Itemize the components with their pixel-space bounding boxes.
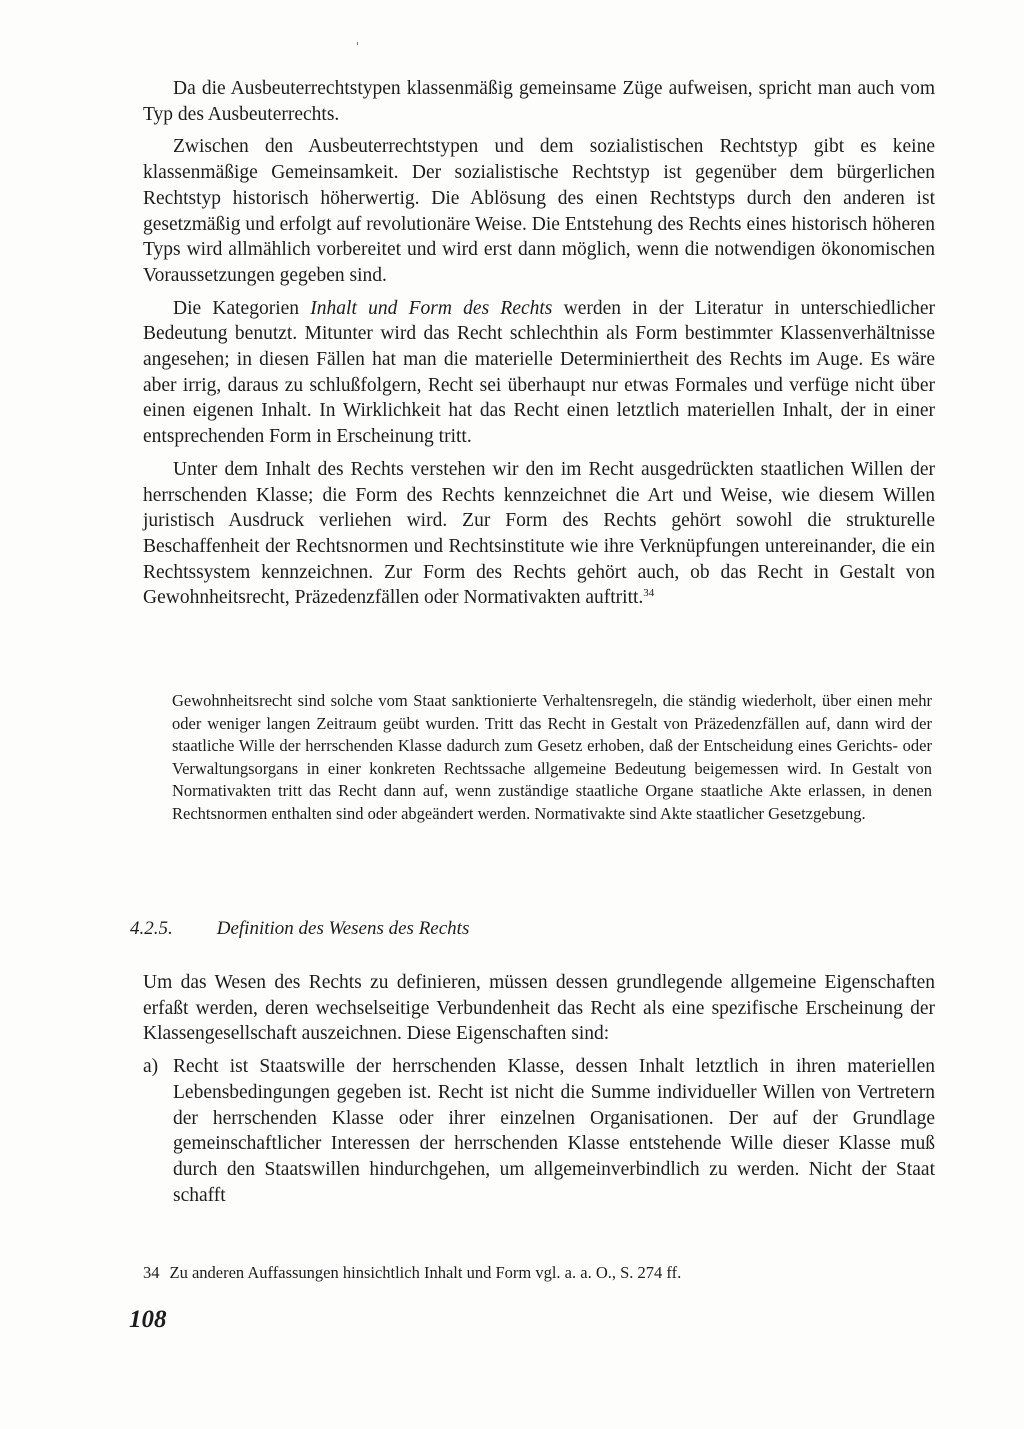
footnote-number: 34 xyxy=(143,1263,160,1282)
list-item-a xyxy=(143,1054,935,1208)
main-text xyxy=(143,76,935,618)
paragraph-1: Da die Ausbeuterrechtstypen klassenmäßig gemeinsame Züge aufweisen, spricht man auch vom Typ des Ausbeuterrechts. xyxy=(143,78,935,125)
section-heading xyxy=(130,918,469,940)
footnote-text: Zu anderen Auffassungen hinsichtlich Inhalt und Form vgl. a. a. O., S. 274 ff. xyxy=(169,1263,682,1282)
section-intro: Um das Wesen des Rechts zu definieren, müssen dessen grundlegende allgemeine Eigenschaften erfaßt werden, deren wechselseitige Verbundenheit das Recht als eine spezifische Erscheinung der Klassengesellschaft auszeichnen. Diese Eigenschaften sind: xyxy=(143,972,935,1045)
footnote-reference: 34 xyxy=(643,587,655,600)
paragraph-3-start: Die Kategorien xyxy=(173,297,311,319)
small-print-block xyxy=(172,690,932,825)
paragraph-4 xyxy=(143,457,935,611)
scan-mark xyxy=(357,42,358,45)
footnote xyxy=(143,1262,681,1284)
page-number: 108 xyxy=(129,1306,167,1333)
section-number: 4.2.5. xyxy=(130,918,173,939)
paragraph-2: Zwischen den Ausbeuterrechtstypen und dem sozialistischen Rechtstyp gibt es keine klassenmäßige Gemeinsamkeit. Der sozialistische Rechtstyp ist gegenüber dem bürgerlichen Rechtstyp historisch höherwertig. Die Ablösung des einen Rechtstyps durch den anderen ist gesetzmäßig und erfolgt auf revolutionäre Weise. Die Entstehung des Rechts eines historisch höheren Typs wird allmählich vorbereitet und wird erst dann möglich, wenn die notwendigen ökonomischen Voraussetzungen gegeben sind. xyxy=(143,136,935,286)
list-text-a: Recht ist Staatswille der herrschenden Klasse, dessen Inhalt letztlich in ihren materiellen Lebensbedingungen gegeben ist. Recht ist nicht die Summe individueller Willen von Vertretern der herrschenden Klasse oder ihrer einzelnen Organisationen. Der auf der Grundlage gemeinschaftlicher Interessen der herrschenden Klasse entstehende Wille dieser Klasse muß durch den Staatswillen hindurchgehen, um allgemeinverbindlich zu werden. Nicht der Staat schafft xyxy=(173,1056,935,1206)
paragraph-3-emphasis: Inhalt und Form des Rechts xyxy=(310,297,553,319)
list-marker-a: a) xyxy=(143,1056,159,1078)
paragraph-4-text: Unter dem Inhalt des Rechts verstehen wir den im Recht ausgedrückten staatlichen Willen der herrschenden Klasse; die Form des Rechts kennzeichnet die Art und Weise, wie diesem Willen juristisch Ausdruck verliehen wird. Zur Form des Rechts gehört sowohl die strukturelle Beschaffenheit der Rechtsnormen und Rechtsinstitute wie ihre Verknüpfungen untereinander, die ein Rechtssystem kennzeichnen. Zur Form des Rechts gehört auch, ob das Recht in Gestalt von Gewohnheitsrecht, Präzedenzfällen oder Normativakten auftritt. xyxy=(143,458,935,609)
section-title: Definition des Wesens des Rechts xyxy=(216,918,470,939)
section-text xyxy=(143,970,935,1208)
paragraph-3-end: werden in der Literatur in unterschiedlicher Bedeutung benutzt. Mitunter wird das Recht schlechthin als Form bestimmter Klassenverhältnisse angesehen; in diesen Fällen hat man die materielle Determiniertheit des Rechts im Auge. Es wäre aber irrig, daraus zu schlußfolgern, Recht sei überhaupt nur etwas Formales und verfüge nicht über einen eigenen Inhalt. In Wirklichkeit hat das Recht einen letztlich materiellen Inhalt, der in einer entsprechenden Form in Erscheinung tritt. xyxy=(143,297,935,448)
paragraph-3 xyxy=(143,296,935,450)
small-print-paragraph: Gewohnheitsrecht sind solche vom Staat sanktionierte Verhaltensregeln, die ständig wiederholt, über einen mehr oder weniger langen Zeitraum geübt wurden. Tritt das Recht in Gestalt von Präzedenzfällen auf, dann wird der staatliche Wille der herrschenden Klasse dadurch zum Gesetz erhoben, daß der Entscheidung eines Gerichts- oder Verwaltungsorgans in einer konkreten Rechtssache allgemeine Bedeutung beigemessen wird. In Gestalt von Normativakten tritt das Recht dann auf, wenn zuständige staatliche Organe staatliche Akte erlassen, in denen Rechtsnormen enthalten sind oder abgeändert werden. Normativakte sind Akte staatlicher Gesetzgebung. xyxy=(172,691,932,823)
